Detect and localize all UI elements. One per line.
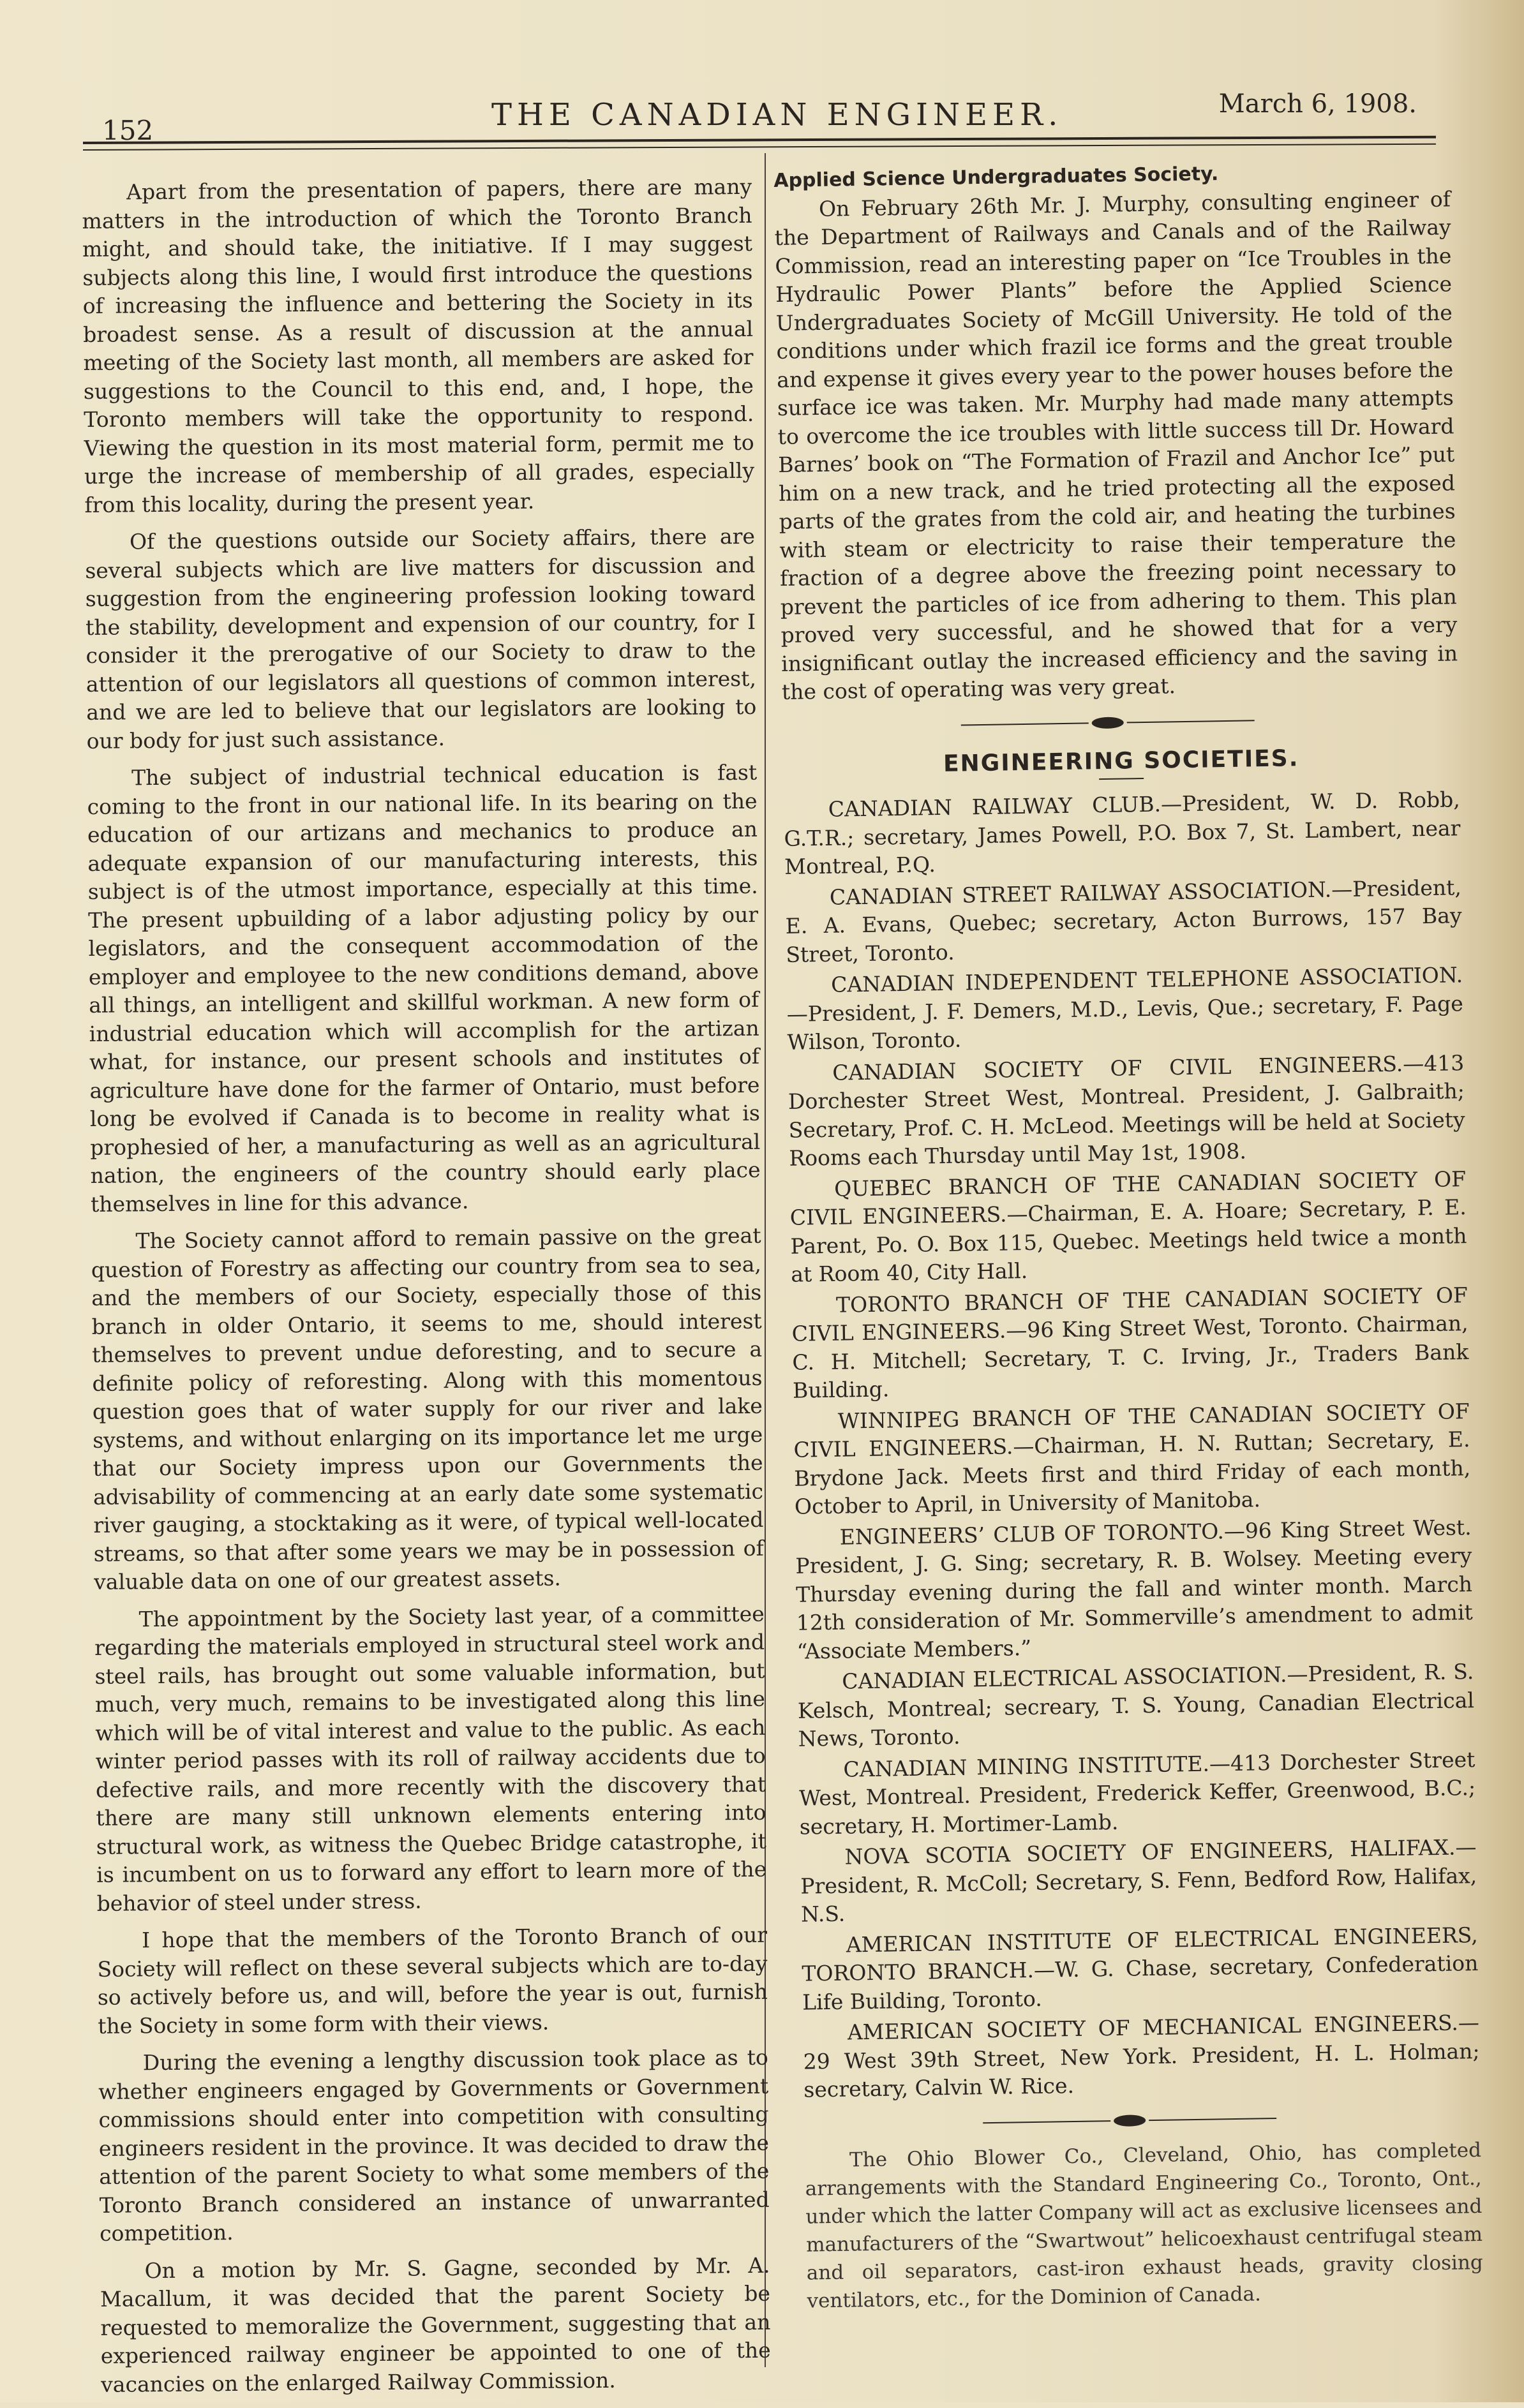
paragraph: The Ohio Blower Co., Cleveland, Ohio, has completed arrangements with the Standard Engineering Co., Toronto, Ont., under which the latter Company will act as exclusive licensees and manufacturers of the “Swartwout” helicoexhaust centrifugal steam and oil separators, cast-iron exhaust heads, gravity closing ventilators, etc., for the Dominion of Canada. bbox=[805, 2138, 1483, 2313]
ornament-divider bbox=[782, 708, 1459, 738]
right-column bbox=[773, 156, 1484, 2315]
society-entry: TORONTO BRANCH OF THE CANADIAN SOCIETY OF CIVIL ENGINEERS.—96 King Street West, Toronto. Chairman, C. H. Mitchell; Secretary, T. C. Irving, Jr., Traders Bank Building. bbox=[791, 1282, 1469, 1403]
society-entry: ENGINEERS’ CLUB OF TORONTO.—96 King Street West. President, J. G. Sing; secretary, R. B. Wolsey. Meeting every Thursday evening during the fall and winter month. March 12th consideration of Mr. Sommerville’s amendment to admit “Associate Members.” bbox=[795, 1514, 1474, 1664]
society-entry: AMERICAN INSTITUTE OF ELECTRICAL ENGINEERS, TORONTO BRANCH.—W. G. Chase, secretary, Confederation Life Building, Toronto. bbox=[802, 1922, 1479, 2015]
society-entry: CANADIAN STREET RAILWAY ASSOCIATION.—President, E. A. Evans, Quebec; secretary, Acton Burrows, 157 Bay Street, Toronto. bbox=[785, 874, 1462, 967]
society-entry: CANADIAN ELECTRICAL ASSOCIATION.—President, R. S. Kelsch, Montreal; secreary, T. S. Young, Canadian Electrical News, Toronto. bbox=[797, 1659, 1475, 1751]
society-entry: CANADIAN INDEPENDENT TELEPHONE ASSOCIATION.—President, J. F. Demers, M.D., Levis, Que.; secretary, F. Page Wilson, Toronto. bbox=[786, 962, 1464, 1055]
paragraph: I hope that the members of the Toronto Branch of our Society will reflect on these several subjects which are to-day so actively before us, and will, before the year is out, furnish the Society in some form with their views. bbox=[97, 1922, 768, 2039]
paragraph: During the evening a lengthy discussion took place as to whether engineers engaged by Governments or Government commissions should enter into competition with consulting engineers resident in the province. It was decided to draw the attention of the parent Society to what some members of the Toronto Branch considered an instance of unwarranted competition. bbox=[98, 2044, 770, 2246]
ornament-divider bbox=[804, 2105, 1481, 2135]
left-column bbox=[82, 173, 771, 2408]
paragraph: Of the questions outside our Society affairs, there are several subjects which are live matters for discussion and suggestion from the engineering profession looking toward the stability, development and expension of our country, for I consider it the prerogative of our Society to draw to the attention of our legislators all questions of common interest, and we are led to believe that our legislators are looking to our body for just such assistance. bbox=[85, 523, 757, 754]
journal-title: THE CANADIAN ENGINEER. bbox=[491, 97, 1063, 133]
society-entry: CANADIAN MINING INSTITUTE.—413 Dorchester Street West, Montreal. President, Frederick Keffer, Greenwood, B.C.; secretary, H. Mortimer-Lamb. bbox=[798, 1746, 1476, 1839]
header-rule bbox=[83, 136, 1436, 144]
header-rule-thin bbox=[83, 144, 1436, 151]
society-entry: AMERICAN SOCIETY OF MECHANICAL ENGINEERS.—29 West 39th Street, New York. President, H. L. Holman; secretary, Calvin W. Rice. bbox=[803, 2009, 1480, 2102]
society-entry: WINNIPEG BRANCH OF THE CANADIAN SOCIETY OF CIVIL ENGINEERS.—Chairman, H. N. Ruttan; Secretary, E. Brydone Jack. Meets first and third Friday of each month, October to April, in University of Manitoba. bbox=[793, 1398, 1471, 1519]
section-heading: ENGINEERING SOCIETIES. bbox=[943, 745, 1299, 777]
society-entry: CANADIAN SOCIETY OF CIVIL ENGINEERS.—413 Dorchester Street West, Montreal. President, J. Galbraith; Secretary, Prof. C. H. McLeod. Meetings will be held at Society Rooms each Thursday until May 1st, 1908. bbox=[788, 1050, 1465, 1171]
paragraph: On a motion by Mr. S. Gagne, seconded by Mr. A. Macallum, it was decided that the parent Society be requested to memoralize the Government, suggesting that an experienced railway engineer be appointed to one of the vacancies on the enlarged Railway Commission. bbox=[100, 2252, 771, 2397]
paragraph: The Society cannot afford to remain passive on the great question of Forestry as affecting our country from sea to sea, and the members of our Society, especially those of this branch in older Ontario, it seems to me, should interest themselves to prevent undue deforesting, and to secure a definite policy of reforesting. Along with this momentous question goes that of water supply for our river and lake systems, and without enlarging on its importance let me urge that our Society impress upon our Governments the advisability of commencing at an early date some systematic river gauging, a stocktaking as it were, of typical well-located streams, so that after some years we may be in possession of valuable data on one of our greatest assets. bbox=[91, 1223, 764, 1594]
paragraph: On February 26th Mr. J. Murphy, consulting engineer of the Department of Railways and Canals and of the Railway Commission, read an interesting paper on “Ice Troubles in the Hydraulic Power Plants” before the Applied Science Undergraduates Society of McGill University. He told of the conditions under which frazil ice forms and the great trouble and expense it gives every year to the power houses before the surface ice was taken. Mr. Murphy had made many attempts to overcome the ice troubles with little success till Dr. Howard Barnes’ book on “The Formation of Frazil and Anchor Ice” put him on a new track, and he tried protecting all the exposed parts of the grates from the cold air, and heating the turbines with steam or electricity to raise their temperature the fraction of a degree above the freezing point necessary to prevent the particles of ice from adhering to them. This plan proved very successful, and he showed that for a very insignificant outlay the increased efficiency and the saving in the cost of operating was very great. bbox=[774, 186, 1458, 704]
paragraph: The appointment by the Society last year, of a committee regarding the materials employed in structural steel work and steel rails, has brought out some valuable information, but much, very much, remains to be investigated along this line which will be of vital interest and value to the public. As each winter period passes with its roll of railway accidents due to defective rails, and more recently with the discovery that there are many still unknown elements entering into structural work, as witness the Quebec Bridge catastrophe, it is incumbent on us to forward any effort to learn more of the behavior of steel under stress. bbox=[94, 1601, 767, 1916]
society-entry: CANADIAN RAILWAY CLUB.—President, W. D. Robb, G.T.R.; secretary, James Powell, P.O. Box 7, St. Lambert, near Montreal, P.Q. bbox=[784, 787, 1461, 879]
page-number: 152 bbox=[102, 115, 154, 146]
paragraph: The subject of industrial technical education is fast coming to the front in our national life. In its bearing on the education of our artizans and mechanics to produce an adequate expansion of our manufacturing interests, this subject is of the utmost importance, especially at this time. The present upbuilding of a labor adjusting policy by our legislators, and the consequent accommodation of the employer and employee to the new conditions demand, above all things, an intelligent and skillful workman. A new form of industrial education which will accomplish for the artizan what, for instance, our present schools and institutes of agriculture have done for the farmer of Ontario, must before long be evolved if Canada is to become in reality what is prophesied of her, a manufacturing as well as an agricultural nation, the engineers of the country should early place themselves in line for this advance. bbox=[87, 759, 761, 1217]
section-heading: Applied Science Undergraduates Society. bbox=[773, 163, 1219, 192]
heading-rule bbox=[1099, 778, 1144, 780]
society-entry: NOVA SCOTIA SOCIETY OF ENGINEERS, HALIFAX.—President, R. McColl; Secretary, S. Fenn, Bedford Row, Halifax, N.S. bbox=[800, 1834, 1477, 1927]
issue-date: March 6, 1908. bbox=[1218, 89, 1417, 119]
society-list bbox=[783, 785, 1480, 2104]
society-entry: QUEBEC BRANCH OF THE CANADIAN SOCIETY OF CIVIL ENGINEERS.—Chairman, E. A. Hoare; Secretary, P. E. Parent, Po. O. Box 115, Quebec. Meetings held twice a month at Room 40, City Hall. bbox=[789, 1166, 1467, 1287]
business-notice bbox=[805, 2136, 1484, 2315]
paragraph: Apart from the presentation of papers, there are many matters in the introduction of which the Toronto Branch might, and should take, the initiative. If I may suggest subjects along this line, I would first introduce the questions of increasing the influence and bettering the Society in its broadest sense. As a result of discussion at the annual meeting of the Society last month, all members are asked for suggestions to the Council to this end, and, I hope, the Toronto members will take the opportunity to respond. Viewing the question in its most material form, permit me to urge the increase of membership of all grades, especially from this locality, during the present year. bbox=[82, 174, 755, 517]
page-header bbox=[96, 89, 1430, 146]
